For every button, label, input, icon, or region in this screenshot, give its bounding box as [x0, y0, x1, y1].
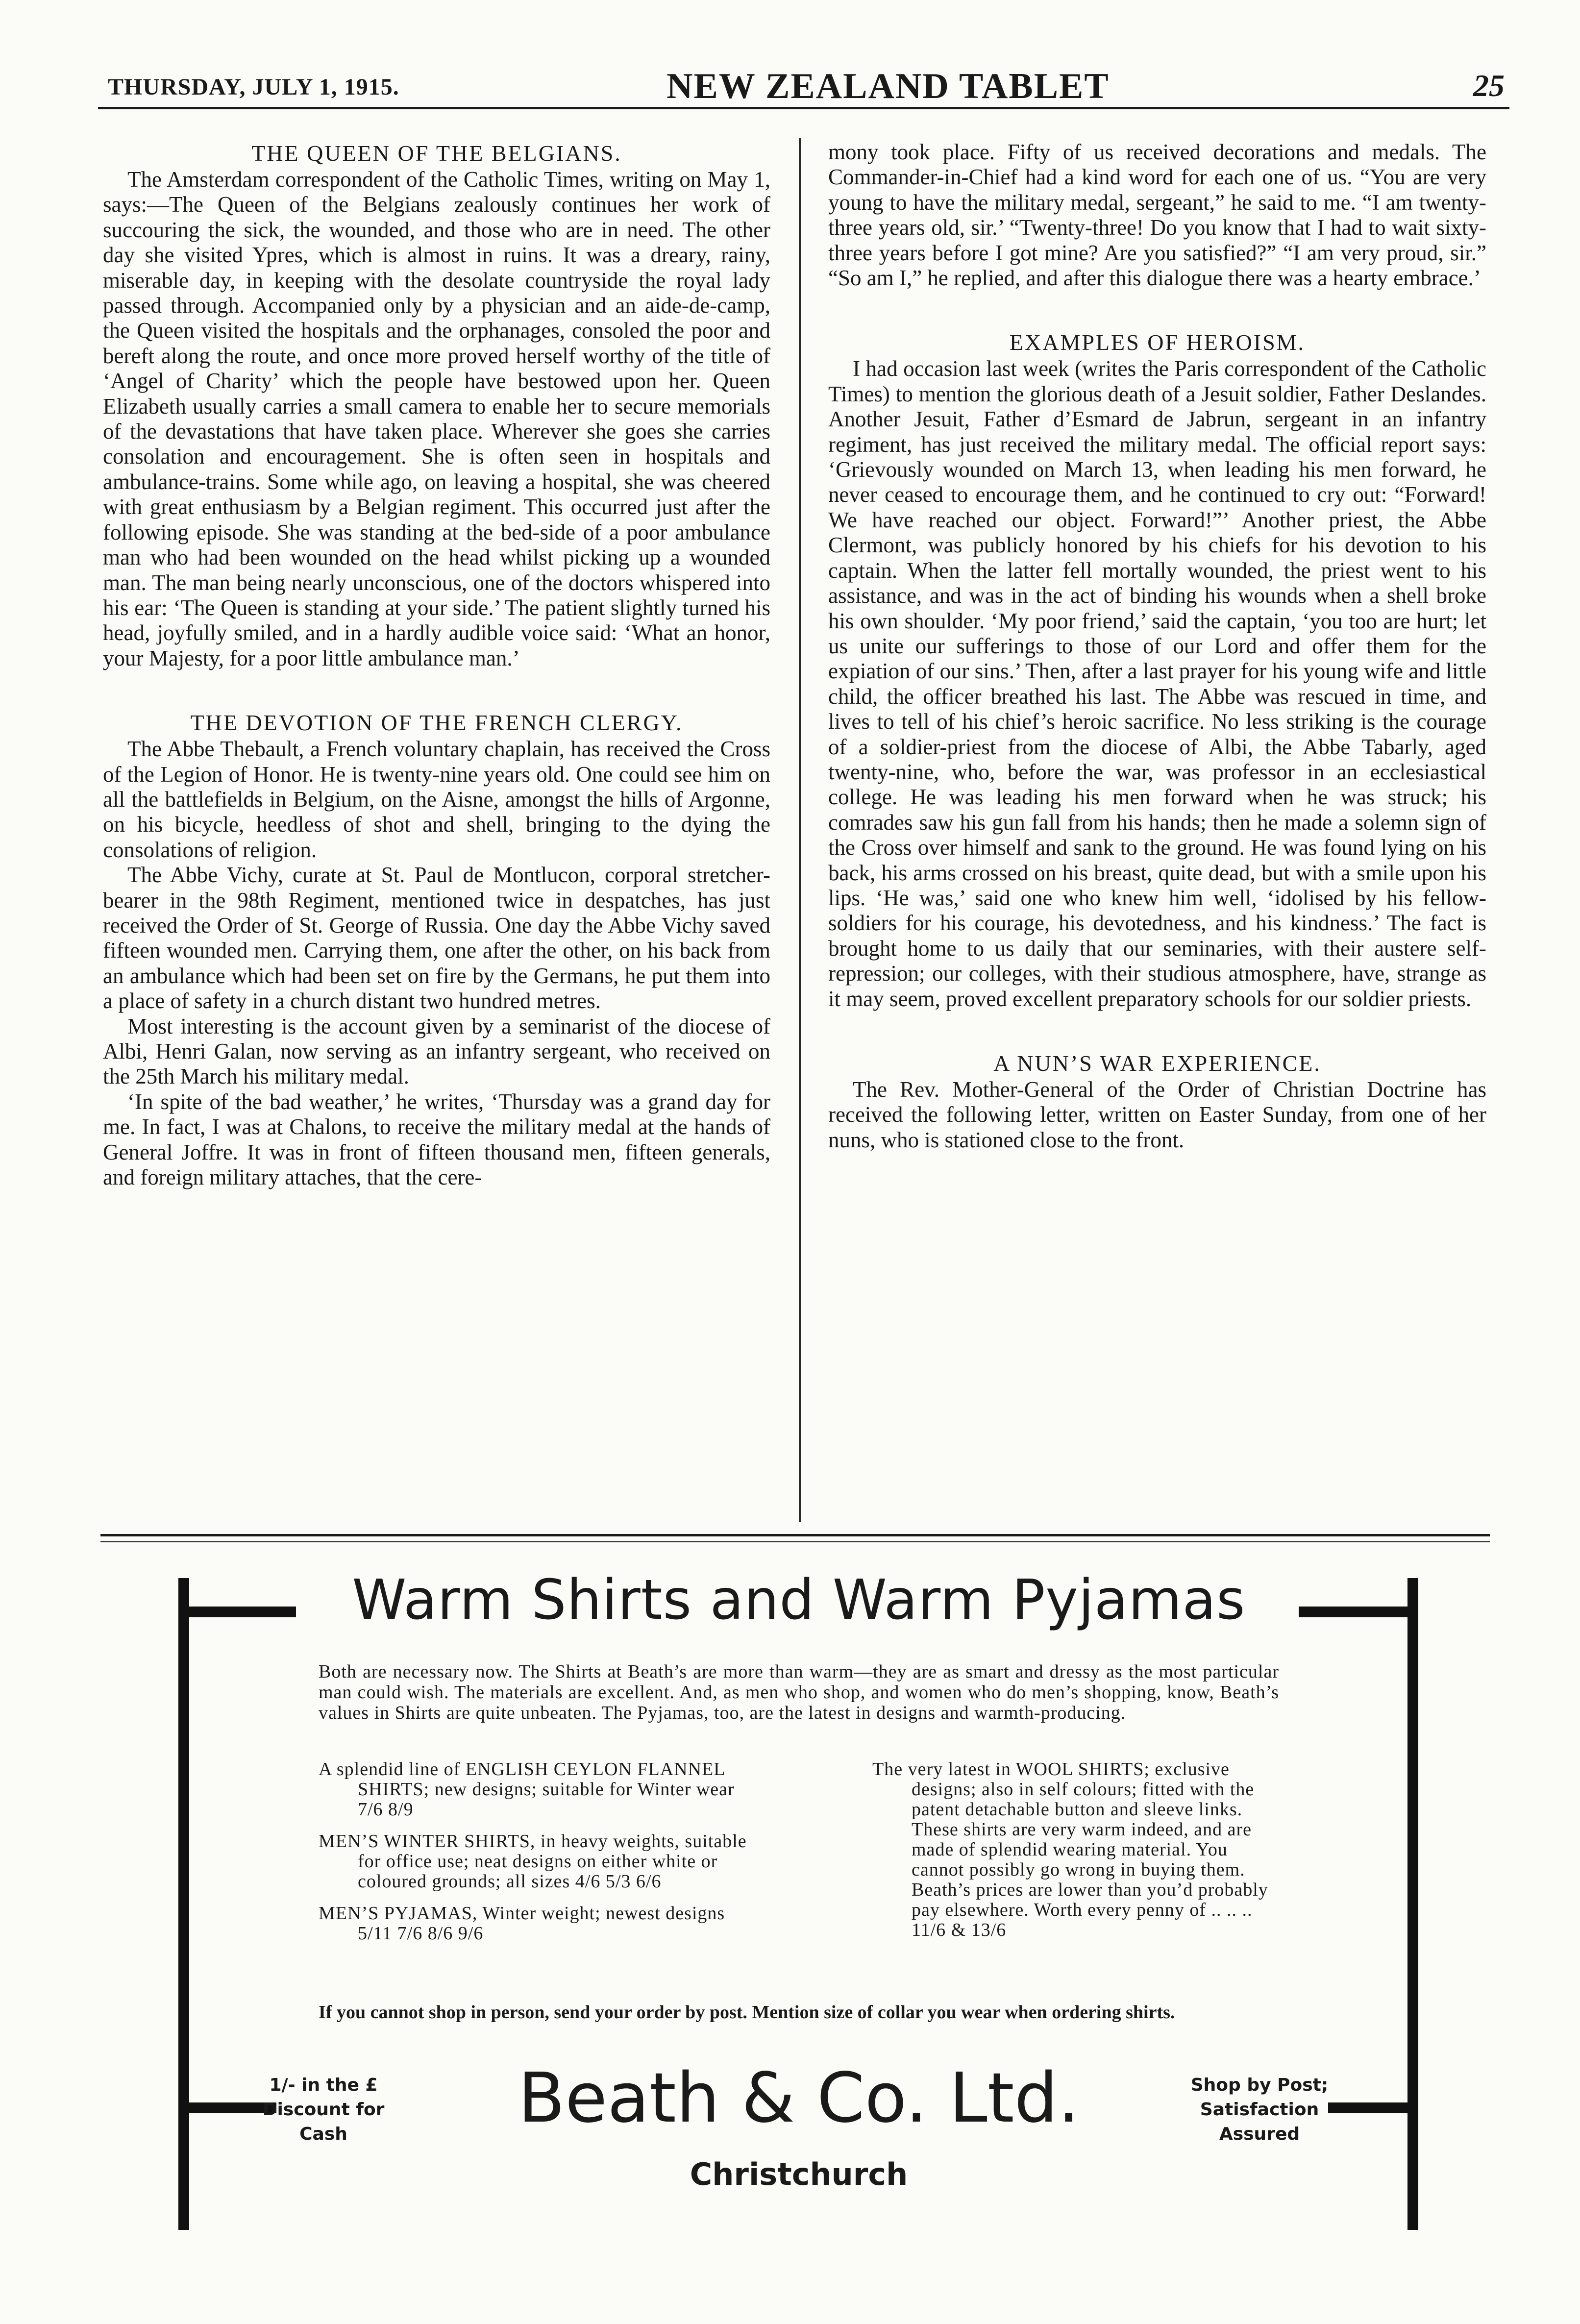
ad-order-note: If you cannot shop in person, send your order by post. Mention size of collar you wear when ordering shirts. [319, 2002, 1175, 2023]
article-heading-nun: A NUN’S WAR EXPERIENCE. [993, 1051, 1321, 1076]
running-header [98, 63, 1509, 109]
article-paragraph: ‘In spite of the bad weather,’ he writes, ‘Thursday was a grand day for me. In fact, I was at Chalons, to receive the military medal at the hands of General Joffre. It was in front of fifteen thousand men, fifteen generals, and foreign military attaches, that the cere- [103, 1089, 770, 1190]
page-number: 25 [1473, 68, 1505, 103]
ad-product-item: MEN’S WINTER SHIRTS, in heavy weights, suitable for office use; neat designs on either white or coloured grounds; all sizes 4/6 5/3 6/6 [319, 1831, 747, 1892]
left-column [103, 140, 770, 1190]
article-paragraph: The Amsterdam correspondent of the Catholic Times, writing on May 1, says:—The Queen of the Belgians zealously continues her work of succouring the sick, the wounded, and those who are in need. The other day she visited Ypres, which is almost in ruins. It was a dreary, rainy, miserable day, in keeping with the desolate countryside the royal lady passed through. Accompanied only by a physician and an aide-de-camp, the Queen visited the hospitals and the orphanages, consoled the poor and bereft along the route, and once more proved herself worthy of the title of ‘Angel of Charity’ which the people have bestowed upon her. Queen Elizabeth usually carries a small camera to enable her to secure memorials of the devastations that have taken place. Wherever she goes she carries consolation and encouragement. She is often seen in hospitals and ambulance-trains. Some while ago, on leaving a hospital, she was cheered with great enthusiasm by a Belgian regiment. This occurred just after the following episode. She was standing at the bed-side of a poor ambulance man who had been wounded on the head whilst picking up a wounded man. The man being nearly unconscious, one of the doctors whispered into his ear: ‘The Queen is standing at your side.’ The patient slightly turned his head, joyfully smiled, and in a hardly audible voice said: ‘What an honor, your Majesty, for a poor little ambulance man.’ [103, 167, 770, 670]
ad-city: Christchurch [690, 2156, 908, 2192]
ad-headline: Warm Shirts and Warm Pyjamas [352, 1568, 1246, 1632]
section-divider [100, 1534, 1490, 1536]
article-heading-heroism: EXAMPLES OF HEROISM. [1009, 330, 1306, 355]
article-paragraph: The Abbe Thebault, a French voluntary chaplain, has received the Cross of the Legion of Honor. He is twenty-nine years old. One could see him on all the battlefields in Belgium, on the Aisne, amongst the hills of Argonne, on his bicycle, heedless of shot and shell, bringing to the dying the consolations of religion. [103, 737, 770, 862]
beath-advertisement [162, 1568, 1436, 2235]
article-paragraph: The Abbe Vichy, curate at St. Paul de Montlucon, corporal stretcher-bearer in the 98th Regiment, mentioned twice in despatches, has just received the Order of St. George of Russia. One day the Abbe Vichy saved fifteen wounded men. Carrying them, one after the other, on his back from an ambulance which had been set on fire by the Germans, he put them into a place of safety in a church distant two hundred metres. [103, 863, 770, 1014]
issue-date: THURSDAY, JULY 1, 1915. [108, 74, 399, 100]
right-column [828, 140, 1486, 1153]
article-paragraph: I had occasion last week (writes the Paris correspondent of the Catholic Times) to mention the glorious death of a Jesuit soldier, Father Deslandes. Another Jesuit, Father d’Esmard de Jabrun, sergeant in an infantry regiment, has just received the military medal. The official report says: ‘Grievously wounded on March 13, when leading his men forward, he never ceased to encourage them, and he continued to cry out: “Forward! We have reached our object. Forward!”’ Another priest, the Abbe Clermont, was publicly honored by his chiefs for his devotion to his captain. When the latter fell mortally wounded, the priest went to his assistance, and was in the act of binding his wounds when a shell broke his own shoulder. ‘My poor friend,’ said the captain, ‘you too are hurt; let us unite our sufferings to those of our Lord and offer them for the expiation of our sins.’ Then, after a last prayer for his young wife and little child, the officer breathed his last. The Abbe was rescued in time, and lives to tell of his chief’s heroic sacrifice. No less striking is the courage of a soldier-priest from the diocese of Albi, the Abbe Tabarly, aged twenty-nine, who, before the war, was professor in an ecclesiastical college. He was leading his men forward when he was struck; his comrades saw his gun fall from his hands; then he made a solemn sign of the Cross over himself and sank to the ground. He was found lying on his back, his arms crossed on his breast, quite dead, but with a smile upon his lips. ‘He was,’ said one who knew him well, ‘idolised by his fellow-soldiers for his courage, his devotedness, and his kindness.’ The fact is brought home to us daily that our seminaries, with their austere self-repression; our colleges, with their studious atmosphere, have, strange as it may seem, proved excellent preparatory schools for our soldier priests. [828, 356, 1486, 1011]
column-divider [799, 138, 801, 1522]
article-continuation: mony took place. Fifty of us received decorations and medals. The Commander-in-Chief had a kind word for each one of us. “You are very young to have the military medal, sergeant,” he said to me. “I am twenty-three years old, sir.’ “Twenty-three! Do you know that I had to wait sixty-three years before I got mine? Are you satisfied?” “I am very proud, sir.” “So am I,” he replied, and after this dialogue there was a hearty embrace.’ [828, 140, 1486, 291]
article-paragraph: The Rev. Mother-General of the Order of Christian Doctrine has received the following letter, written on Easter Sunday, from one of her nuns, who is stationed close to the front. [828, 1077, 1486, 1152]
ad-firm-name: Beath & Co. Ltd. [518, 2058, 1080, 2138]
article-paragraph: Most interesting is the account given by a seminarist of the diocese of Albi, Henri Galan, now serving as an infantry sergeant, who received on the 25th March his military medal. [103, 1014, 770, 1089]
ad-discount-line: 1/- in the £ [269, 2075, 378, 2095]
article-heading-queen: THE QUEEN OF THE BELGIANS. [251, 141, 622, 166]
ad-product-list-left [319, 1759, 760, 1955]
ad-intro: Both are necessary now. The Shirts at Beath’s are more than warm—they are as smart and dressy as the most particular man could wish. The materials are excellent. And, as men who shop, and women who do men’s shopping, know, Beath’s values in Shirts are quite unbeaten. The Pyjamas, too, are the latest in designs and warmth-producing. [319, 1661, 1279, 1723]
section-divider-thin [100, 1541, 1490, 1542]
ad-product-item: The very latest in WOOL SHIRTS; exclusive designs; also in self colours; fitted with the patent detachable button and sleeve links. These shirts are very warm indeed, and are made of splendid wearing material. You cannot possibly go wrong in buying them. Beath’s prices are lower than you’d probably pay elsewhere. Worth every penny of .. .. .. 11/6 & 13/6 [872, 1759, 1268, 1940]
ad-discount-line: Discount for Cash [262, 2100, 385, 2144]
ad-shop-line: Shop by Post; [1190, 2075, 1329, 2095]
ad-product-item: MEN’S PYJAMAS, Winter weight; newest designs 5/11 7/6 8/6 9/6 [319, 1903, 725, 1944]
ad-product-list-right [872, 1759, 1284, 1952]
publication-title: NEW ZEALAND TABLET [667, 66, 1110, 106]
ad-product-item: A splendid line of ENGLISH CEYLON FLANNEL SHIRTS; new designs; suitable for Winter wear 7/6 8/9 [319, 1759, 735, 1820]
article-heading-clergy: THE DEVOTION OF THE FRENCH CLERGY. [190, 710, 683, 736]
ad-shop-line: Satisfaction Assured [1200, 2100, 1319, 2144]
